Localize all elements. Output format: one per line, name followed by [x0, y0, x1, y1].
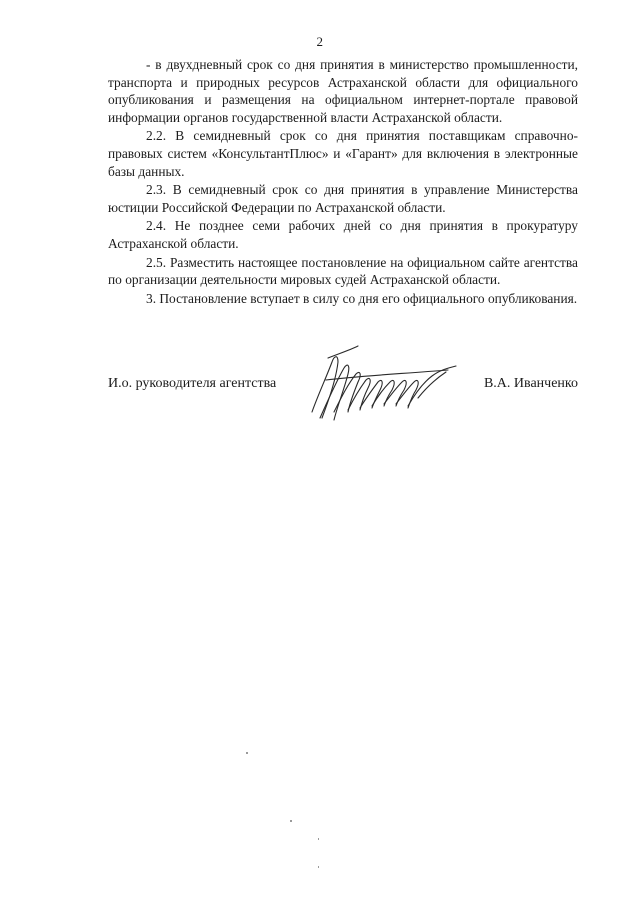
- handwritten-signature: [298, 340, 468, 430]
- paragraph-2-3: 2.3. В семидневный срок со дня принятия в управление Министерства юстиции Российской Федерации по Астраханской области.: [108, 182, 578, 215]
- paragraph-2-2: 2.2. В семидневный срок со дня принятия поставщикам справочно-правовых систем «КонсультантПлюс» и «Гарант» для включения в электронные базы данных.: [108, 128, 578, 179]
- scan-speck: [318, 866, 319, 868]
- paragraph-2-5: 2.5. Разместить настоящее постановление на официальном сайте агентства по организации деятельности мировых судей Астраханской области.: [108, 254, 578, 288]
- page-number: 2: [316, 34, 324, 49]
- signature-block: [108, 360, 578, 440]
- paragraph-2-4: 2.4. Не позднее семи рабочих дней со дня принятия в прокуратуру Астраханской области.: [108, 218, 578, 251]
- scan-speck: [318, 838, 319, 840]
- signatory-name: В.А. Иванченко: [483, 376, 578, 391]
- scan-speck: [290, 820, 292, 822]
- scan-speck: [246, 752, 248, 754]
- document-body: [108, 56, 578, 308]
- paragraph-3: 3. Постановление вступает в силу со дня его официального опубликования.: [146, 290, 578, 306]
- paragraph-publication-ministry: - в двухдневный срок со дня принятия в министерство промышленности, транспорта и природных ресурсов Астраханской области для официального опубликования и размещения на официальном интернет-портале правовой информации органов государственной власти Астраханской области.: [108, 57, 578, 125]
- signatory-position: И.о. руководителя агентства: [108, 376, 277, 391]
